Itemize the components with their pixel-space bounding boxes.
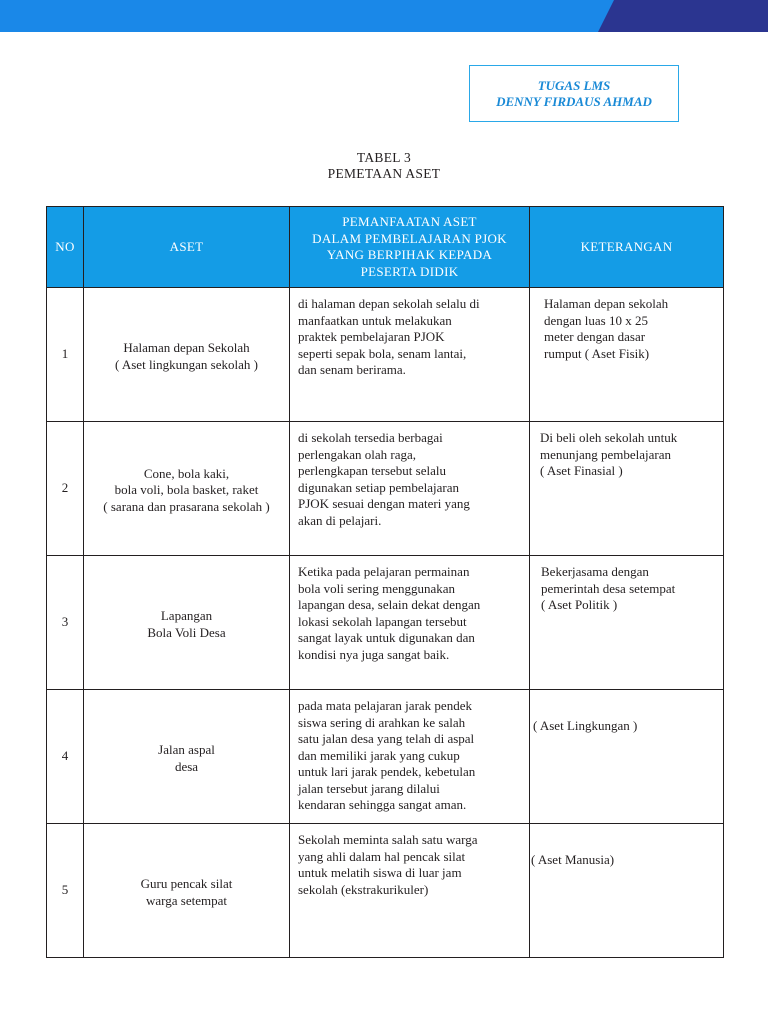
header-pemanfaatan-line: YANG BERPIHAK KEPADA <box>326 247 493 262</box>
asset-line: desa <box>174 758 199 774</box>
note-line: ( Aset Lingkungan ) <box>533 718 638 733</box>
usage-line: siswa sering di arahkan ke salah <box>298 714 466 730</box>
note-line: ( Aset Politik ) <box>541 597 618 612</box>
note-line: rumput ( Aset Fisik) <box>544 345 650 361</box>
usage-line: kendaran sehingga sangat aman. <box>298 797 467 812</box>
usage-line: digunakan setiap pembelajaran <box>298 479 459 495</box>
asset-cell <box>84 422 290 556</box>
usage-line: yang ahli dalam hal pencak silat <box>298 848 466 864</box>
note-line: ( Aset Manusia) <box>531 852 615 867</box>
usage-line: sangat layak untuk digunakan dan <box>298 630 475 645</box>
note-line: dengan luas 10 x 25 <box>544 312 648 328</box>
note-cell <box>530 824 724 958</box>
table-row <box>47 422 724 556</box>
usage-line: perlengkapan tersebut selalu <box>298 463 446 478</box>
row-number: 4 <box>47 690 84 824</box>
asset-line: ( sarana dan prasarana sekolah ) <box>103 498 270 514</box>
usage-cell <box>290 824 530 958</box>
asset-cell <box>84 824 290 958</box>
row-number: 1 <box>47 288 84 422</box>
usage-line: satu jalan desa yang telah di aspal <box>298 731 475 746</box>
asset-cell <box>84 690 290 824</box>
usage-cell <box>290 288 530 422</box>
asset-line: Lapangan <box>160 608 213 623</box>
header-aset: ASET <box>84 207 290 288</box>
header-keterangan: KETERANGAN <box>530 207 724 288</box>
asset-line: Halaman depan Sekolah <box>123 340 250 355</box>
header-pemanfaatan-line: PEMANFAATAN ASET <box>342 214 477 229</box>
usage-cell <box>290 556 530 690</box>
usage-cell <box>290 422 530 556</box>
usage-line: lokasi sekolah lapangan tersebut <box>298 613 467 629</box>
usage-line: Ketika pada pelajaran permainan <box>298 564 470 579</box>
table-row <box>47 824 724 958</box>
table-header-row <box>47 207 724 288</box>
usage-line: untuk melatih siswa di luar jam <box>298 865 462 880</box>
usage-line: jalan tersebut jarang dilalui <box>298 780 440 796</box>
usage-line: pada mata pelajaran jarak pendek <box>298 698 472 713</box>
usage-line: dan senam berirama. <box>298 362 406 377</box>
header-band-navy <box>598 0 768 32</box>
table-row <box>47 556 724 690</box>
table-row <box>47 690 724 824</box>
header-pemanfaatan-line: DALAM PEMBELAJARAN PJOK <box>312 230 507 246</box>
usage-line: praktek pembelajaran PJOK <box>298 329 445 344</box>
asset-line: Jalan aspal <box>158 742 215 757</box>
usage-line: bola voli sering menggunakan <box>298 580 456 596</box>
asset-line: warga setempat <box>146 892 227 908</box>
note-cell <box>530 422 724 556</box>
usage-line: manfaatkan untuk melakukan <box>298 312 452 328</box>
note-line: menunjang pembelajaran <box>540 446 672 462</box>
usage-line: di sekolah tersedia berbagai <box>298 430 443 445</box>
usage-cell <box>290 690 530 824</box>
usage-line: di halaman depan sekolah selalu di <box>298 296 480 311</box>
usage-line: PJOK sesuai dengan materi yang <box>298 496 470 511</box>
note-line: Bekerjasama dengan <box>541 564 649 579</box>
note-line: Di beli oleh sekolah untuk <box>540 430 678 445</box>
usage-line: Sekolah meminta salah satu warga <box>298 832 478 847</box>
usage-line: seperti sepak bola, senam lantai, <box>298 345 467 361</box>
note-line: ( Aset Finasial ) <box>540 463 623 478</box>
header-pemanfaatan <box>290 207 530 288</box>
table-number: TABEL 3 <box>356 150 412 165</box>
usage-line: kondisi nya juga sangat baik. <box>298 646 450 662</box>
note-line: pemerintah desa setempat <box>541 580 676 596</box>
asset-cell <box>84 556 290 690</box>
author-box-title: TUGAS LMS <box>537 77 611 93</box>
author-name: DENNY FIRDAUS AHMAD <box>496 93 652 109</box>
asset-mapping-table <box>46 206 724 958</box>
header-pemanfaatan-line: PESERTA DIDIK <box>360 263 459 279</box>
header-no: NO <box>47 207 84 288</box>
header-band <box>0 0 768 32</box>
author-box <box>469 65 679 122</box>
table-row <box>47 288 724 422</box>
table-caption <box>0 150 768 182</box>
note-cell <box>530 690 724 824</box>
note-line: meter dengan dasar <box>544 329 646 344</box>
asset-line: Guru pencak silat <box>140 876 233 891</box>
note-cell <box>530 288 724 422</box>
asset-line: bola voli, bola basket, raket <box>114 482 259 498</box>
row-number: 5 <box>47 824 84 958</box>
usage-line: perlengakan olah raga, <box>298 446 417 462</box>
usage-line: untuk lari jarak pendek, kebetulan <box>298 764 476 779</box>
usage-line: dan memiliki jarak yang cukup <box>298 747 460 763</box>
usage-line: sekolah (ekstrakurikuler) <box>298 881 429 897</box>
asset-line: ( Aset lingkungan sekolah ) <box>115 356 258 372</box>
asset-line: Cone, bola kaki, <box>143 465 230 481</box>
asset-line: Bola Voli Desa <box>147 624 226 640</box>
note-cell <box>530 556 724 690</box>
usage-line: akan di pelajari. <box>298 512 382 528</box>
row-number: 2 <box>47 422 84 556</box>
note-line: Halaman depan sekolah <box>544 296 669 311</box>
table-title: PEMETAAN ASET <box>327 166 441 181</box>
usage-line: lapangan desa, selain dekat dengan <box>298 597 481 612</box>
row-number: 3 <box>47 556 84 690</box>
asset-cell <box>84 288 290 422</box>
